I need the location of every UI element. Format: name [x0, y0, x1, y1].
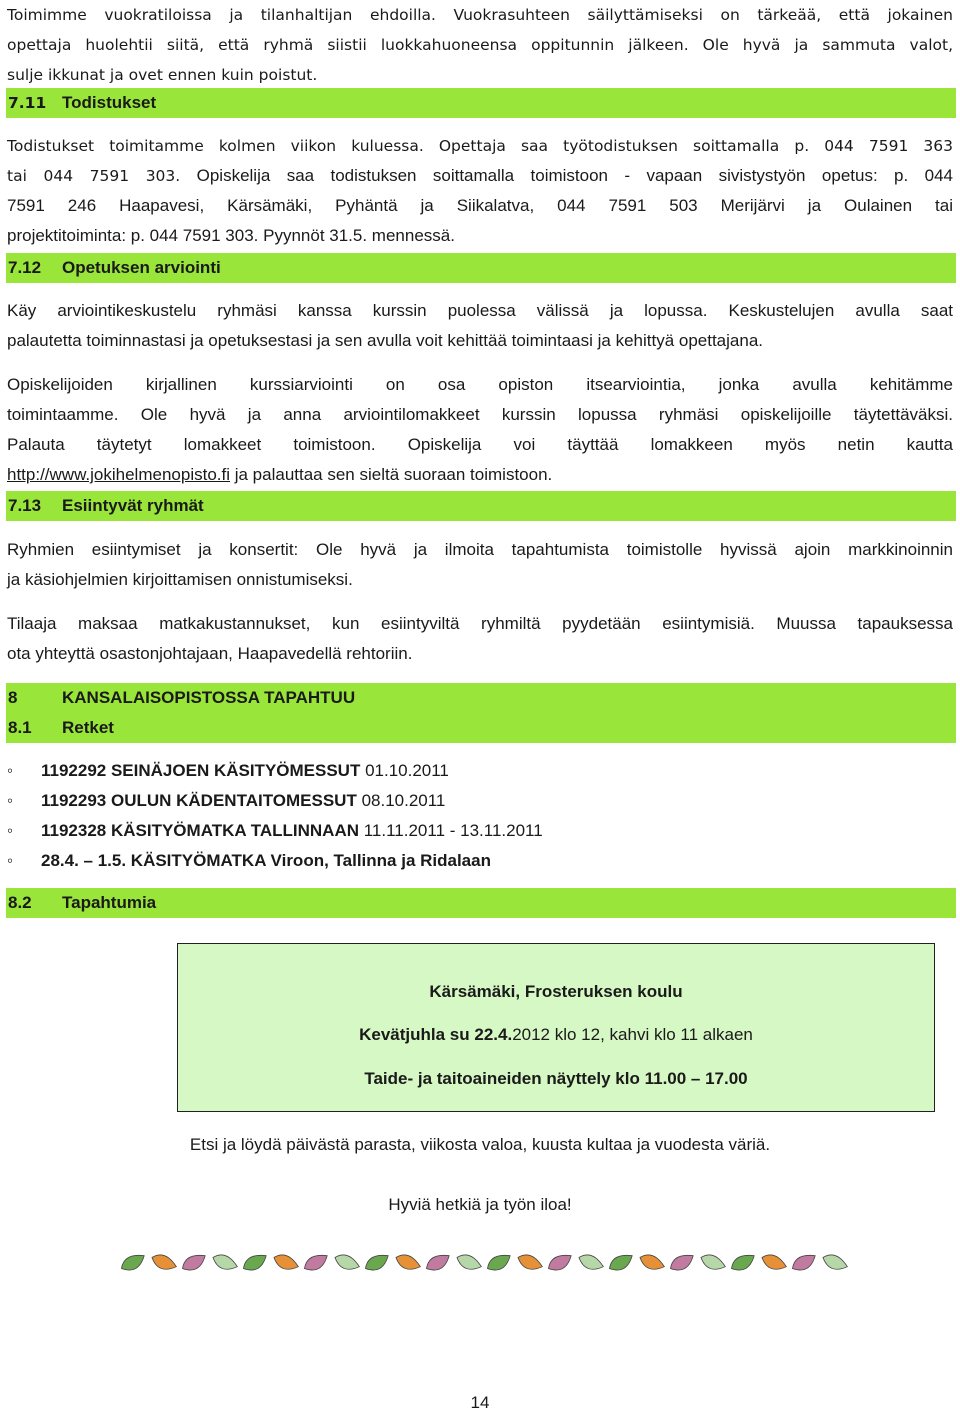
certificates-paragraph [7, 131, 953, 251]
evaluation-paragraph-1 [7, 296, 953, 356]
text-line: palautetta toiminnastasi ja opetuksestasi ja sen avulla voit kehittää toimintaasi ja kehittyä opettajana. [7, 331, 764, 350]
section-number: 8.2 [8, 893, 32, 912]
leaf-icon [545, 1251, 574, 1274]
text-line: sulje ikkunat ja ovet ennen kuin poistut. [7, 66, 318, 84]
section-heading-7-12 [6, 253, 956, 283]
text-line: Toimimme vuokratiloissa ja tilanhaltijan ehdoilla. Vuokrasuhteen säilyttämiseksi on tärkeää, että jokainen [7, 6, 953, 24]
section-title: Tapahtumia [62, 893, 157, 912]
text-line: ota yhteyttä osastonjohtajaan, Haapavedellä rehtoriin. [7, 644, 413, 663]
text-line: Opiskelijoiden kirjallinen kurssiarviointi on osa opiston itsearviointia, jonka avulla kehitämme [7, 375, 953, 394]
leaf-icon [820, 1251, 849, 1274]
section-number: 7.11 [8, 94, 47, 112]
text-line: ja palauttaa sen sieltä suoraan toimistoon. [230, 465, 553, 484]
list-item: ◦ 28.4. – 1.5. KÄSITYÖMATKA Viroon, Tallinna ja Ridalaan [7, 846, 491, 876]
text-line: opettaja huolehtii siitä, että ryhmä siistii luokkahuoneensa oppitunnin jälkeen. Ole hyvä ja sammuta valot, [7, 36, 953, 54]
event-box [177, 943, 935, 1112]
list-item: ◦ 1192328 KÄSITYÖMATKA TALLINNAAN 11.11.2011 - 13.11.2011 [7, 816, 543, 846]
section-heading-8-2 [6, 888, 956, 918]
leaf-icon [271, 1251, 300, 1274]
performances-paragraph-2 [7, 609, 953, 669]
circle-bullet-icon: ◦ [7, 851, 14, 870]
performances-paragraph-1 [7, 535, 953, 595]
evaluation-paragraph-2 [7, 370, 953, 490]
leaf-icon [240, 1251, 269, 1274]
section-title: Opetuksen arviointi [62, 258, 221, 277]
leaf-icon [301, 1251, 330, 1274]
section-title: KANSALAISOPISTOSSA TAPAHTUU [62, 688, 356, 707]
leaf-icon [362, 1251, 391, 1274]
leaf-icon [606, 1251, 635, 1274]
list-item: ◦ 1192292 SEINÄJOEN KÄSITYÖMESSUT 01.10.2011 [7, 756, 449, 786]
leaf-icon [393, 1251, 422, 1274]
subsection-number: 8.1 [8, 718, 32, 737]
event-exhibition: Taide- ja taitoaineiden näyttely klo 11.00 – 17.00 [364, 1069, 748, 1088]
text-line: projektitoiminta: p. 044 7591 303. Pyynnöt 31.5. mennessä. [7, 226, 455, 245]
closing-motto: Etsi ja löydä päivästä parasta, viikosta valoa, kuusta kultaa ja vuodesta väriä. [189, 1135, 771, 1154]
leaf-icon [484, 1251, 513, 1274]
leaf-icon [332, 1251, 361, 1274]
section-heading-8 [6, 683, 956, 743]
text-line: Opiskelija saa todistuksen soittamalla toimistoon - vapaan sivistystyön opetus: p. 044 [196, 166, 953, 185]
website-link[interactable]: http://www.jokihelmenopisto.fi [7, 465, 230, 484]
closing-greeting: Hyviä hetkiä ja työn iloa! [388, 1195, 572, 1214]
text-line: Todistukset toimitamme kolmen viikon kuluessa. Opettaja saa työtodistuksen soittamalla p. 044 7591 363 [7, 137, 953, 155]
leaf-icon [759, 1251, 788, 1274]
text-line: ja käsiohjelmien kirjoittamisen onnistumiseksi. [7, 570, 353, 589]
leaf-icon [789, 1251, 818, 1274]
leaf-border-decoration [118, 1244, 850, 1282]
section-title: Todistukset [62, 93, 157, 112]
section-title: Esiintyvät ryhmät [62, 496, 204, 515]
leaf-icon [210, 1251, 239, 1274]
section-heading-7-13 [6, 491, 956, 521]
text-line: tai 044 7591 303. [7, 167, 181, 185]
leaf-icon [118, 1251, 147, 1274]
section-number: 7.12 [8, 258, 42, 277]
text-line: Käy arviointikeskustelu ryhmäsi kanssa kurssin puolessa välissä ja lopussa. Keskustelujen avulla saat [7, 301, 953, 320]
event-spring-party: Kevätjuhla su 22.4.2012 klo 12, kahvi klo 11 alkaen [359, 1025, 753, 1044]
leaf-icon [728, 1251, 757, 1274]
text-line: 7591 246 Haapavesi, Kärsämäki, Pyhäntä ja Siikalatva, 044 7591 503 Merijärvi ja Oulainen tai [7, 196, 953, 215]
leaf-icon [179, 1251, 208, 1274]
text-line: toimintaamme. Ole hyvä ja anna arviointilomakkeet kurssin lopussa ryhmäsi opiskelijoille täytettäväksi. [7, 405, 953, 424]
leaf-icon [149, 1251, 178, 1274]
leaf-icon [667, 1251, 696, 1274]
circle-bullet-icon: ◦ [7, 821, 14, 840]
page-number: 14 [470, 1393, 490, 1412]
event-location: Kärsämäki, Frosteruksen koulu [429, 982, 683, 1001]
text-line: Tilaaja maksaa matkakustannukset, kun esiintyviltä ryhmiltä pyydetään esiintymisiä. Muussa tapauksessa [7, 614, 953, 633]
circle-bullet-icon: ◦ [7, 791, 14, 810]
section-heading-7-11 [6, 88, 956, 118]
text-line: Palauta täytetyt lomakkeet toimistoon. Opiskelija voi täyttää lomakkeen myös netin kautta [7, 435, 953, 454]
section-number: 7.13 [8, 496, 42, 515]
leaf-icon [454, 1251, 483, 1274]
subsection-title: Retket [62, 718, 114, 737]
leaf-icon [515, 1251, 544, 1274]
text-line: Ryhmien esiintymiset ja konsertit: Ole hyvä ja ilmoita tapahtumista toimistolle hyvissä ajoin markkinoinnin [7, 540, 953, 559]
circle-bullet-icon: ◦ [7, 761, 14, 780]
tenancy-paragraph [7, 0, 953, 90]
list-item: ◦ 1192293 OULUN KÄDENTAITOMESSUT 08.10.2011 [7, 786, 445, 816]
section-number: 8 [8, 688, 18, 707]
leaf-icon [698, 1251, 727, 1274]
leaf-icon [637, 1251, 666, 1274]
leaf-icon [423, 1251, 452, 1274]
leaf-icon [576, 1251, 605, 1274]
